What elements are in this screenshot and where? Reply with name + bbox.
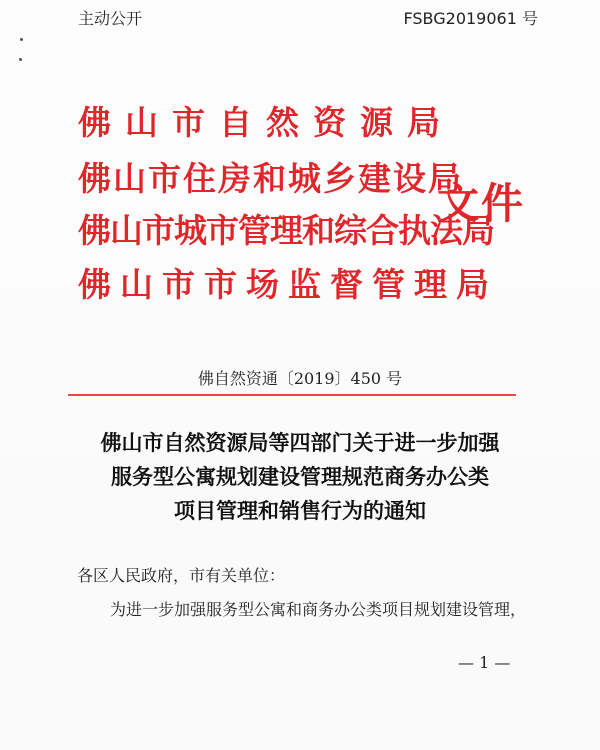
page-number: — 1 — <box>458 653 511 672</box>
issuer-housing-construction-bureau: 佛山市住房和城乡建设局 <box>78 159 463 198</box>
issuer-market-supervision-bureau: 佛山市市场监督管理局 <box>78 265 498 304</box>
scan-speck <box>19 58 22 61</box>
title-line-2: 服务型公寓规划建设管理规范商务办公类 <box>111 464 489 489</box>
document-type-label: 文件 <box>437 179 526 228</box>
disclosure-label: 主动公开 <box>78 9 143 28</box>
red-divider-line <box>68 394 516 396</box>
issuer-urban-management-bureau: 佛山市城市管理和综合执法局 <box>78 211 494 250</box>
body-paragraph-first-line: 为进一步加强服务型公寓和商务办公类项目规划建设管理， <box>110 600 527 619</box>
document-number: 佛自然资通〔2019〕450 号 <box>197 369 403 388</box>
salutation: 各区人民政府，市有关单位： <box>77 566 286 585</box>
document-code: FSBG2019061 号 <box>403 9 538 28</box>
title-line-3: 项目管理和销售行为的通知 <box>174 498 426 523</box>
issuer-natural-resources-bureau: 佛山市自然资源局 <box>78 103 454 142</box>
scan-speck <box>20 38 23 41</box>
title-line-1: 佛山市自然资源局等四部门关于进一步加强 <box>100 430 500 455</box>
